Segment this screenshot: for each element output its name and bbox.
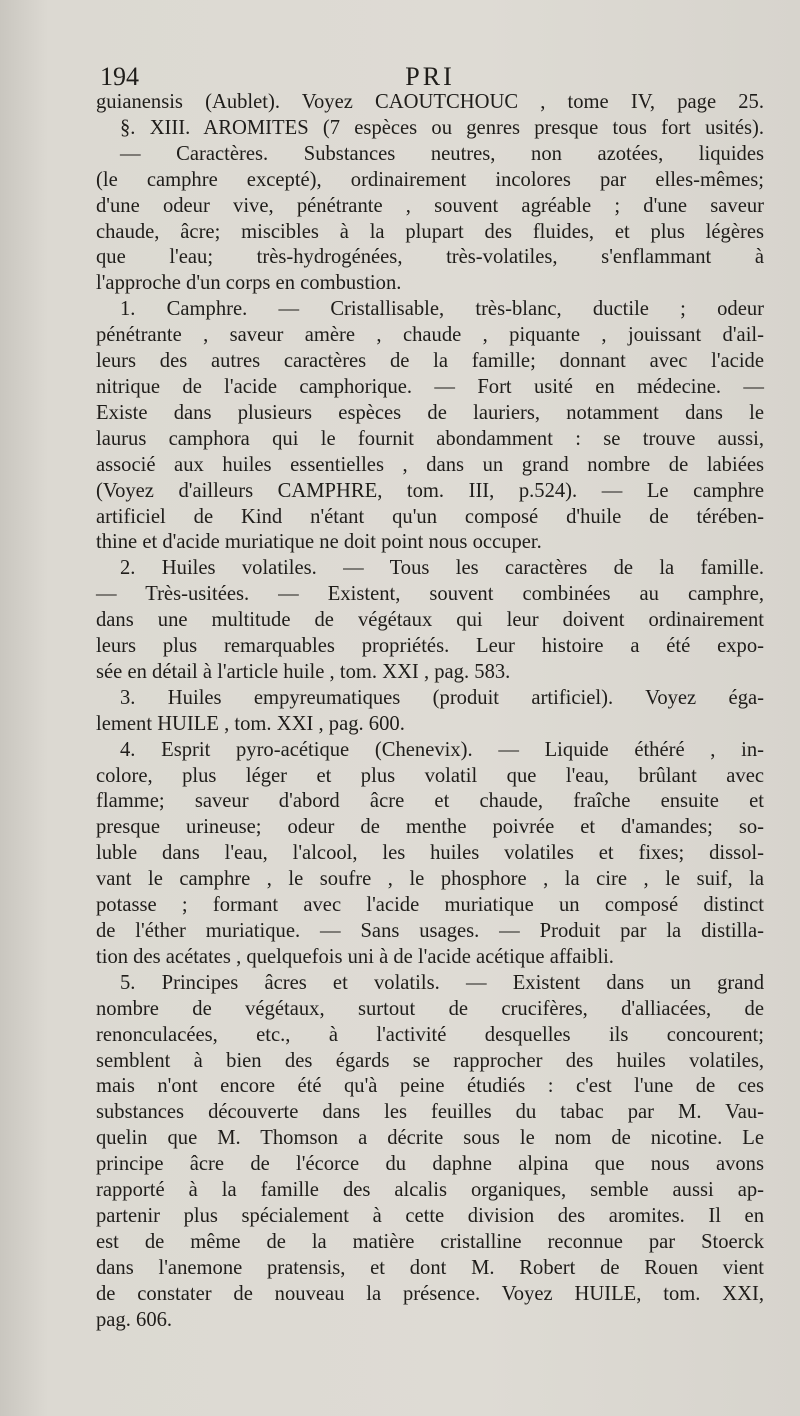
text-line: que l'eau; très-hydrogénées, très-volatiles, s'enflammant à bbox=[96, 246, 764, 269]
text-line: — Très-usitées. — Existent, souvent combinées au camphre, bbox=[96, 583, 764, 606]
text-line: pénétrante , saveur amère , chaude , piquante , jouissant d'ail- bbox=[96, 324, 764, 347]
text-line: quelin que M. Thomson a décrite sous le nom de nicotine. Le bbox=[96, 1127, 764, 1150]
text-line: associé aux huiles essentielles , dans un grand nombre de labiées bbox=[96, 453, 764, 476]
text-line: dans une multitude de végétaux qui leur doivent ordinairement bbox=[96, 609, 764, 632]
text-line: nitrique de l'acide camphorique. — Fort usité en médecine. — bbox=[96, 375, 764, 398]
text-line: substances découverte dans les feuilles du tabac par M. Vau- bbox=[96, 1101, 764, 1124]
page-header bbox=[100, 62, 760, 92]
text-line: est de même de la matière cristalline reconnue par Stoerck bbox=[96, 1230, 764, 1253]
text-line: tion des acétates , quelquefois uni à de l'acide acétique affaibli. bbox=[96, 945, 614, 968]
text-line: renonculacées, etc., à l'activité desquelles ils concourent; bbox=[96, 1023, 764, 1046]
text-line: de l'éther muriatique. — Sans usages. — Produit par la distilla- bbox=[96, 920, 764, 942]
text-line: lement HUILE , tom. XXI , pag. 600. bbox=[96, 712, 405, 735]
text-line: guianensis (Aublet). Voyez CAOUTCHOUC , tome IV, page 25. bbox=[96, 91, 764, 113]
text-line: 4. Esprit pyro-acétique (Chenevix). — Liquide éthéré , in- bbox=[120, 738, 764, 761]
text-line: partenir plus spécialement à cette division des aromites. Il en bbox=[96, 1204, 764, 1227]
text-line: 2. Huiles volatiles. — Tous les caractères de la famille. bbox=[120, 557, 764, 580]
text-line: leurs des autres caractères de la famille; donnant avec l'acide bbox=[96, 350, 764, 373]
text-line: vant le camphre , le soufre , le phosphore , la cire , le suif, la bbox=[96, 868, 764, 891]
text-line: laurus camphora qui le fournit abondamment : se trouve aussi, bbox=[96, 427, 764, 450]
text-line: — Caractères. Substances neutres, non azotées, liquides bbox=[120, 142, 764, 165]
text-line: (le camphre excepté), ordinairement incolores par elles-mêmes; bbox=[96, 168, 764, 191]
text-line: semblent à bien des égards se rapprocher des huiles volatiles, bbox=[96, 1049, 764, 1072]
text-line: leurs plus remarquables propriétés. Leur histoire a été expo- bbox=[96, 635, 764, 658]
text-line: chaude, âcre; miscibles à la plupart des fluides, et plus légères bbox=[96, 220, 764, 243]
text-line: colore, plus léger et plus volatil que l'eau, brûlant avec bbox=[96, 764, 764, 787]
text-line: rapporté à la famille des alcalis organiques, semble aussi ap- bbox=[96, 1179, 764, 1202]
text-line: 1. Camphre. — Cristallisable, très-blanc, ductile ; odeur bbox=[120, 298, 764, 321]
text-line: nombre de végétaux, surtout de crucifères, d'alliacées, de bbox=[96, 997, 764, 1020]
text-line: thine et d'acide muriatique ne doit point nous occuper. bbox=[96, 531, 542, 554]
text-line: sée en détail à l'article huile , tom. XXI , pag. 583. bbox=[96, 660, 511, 683]
text-line: l'approche d'un corps en combustion. bbox=[96, 272, 402, 295]
running-head: PRI bbox=[405, 62, 455, 91]
text-line: 3. Huiles empyreumatiques (produit artificiel). Voyez éga- bbox=[120, 686, 764, 709]
text-line: artificiel de Kind n'étant qu'un composé d'huile de térében- bbox=[96, 505, 764, 528]
text-line: mais n'ont encore été qu'à peine étudiés : c'est l'une de ces bbox=[96, 1075, 764, 1098]
text-line: §. XIII. AROMITES (7 espèces ou genres presque tous fort usités). bbox=[120, 116, 764, 139]
text-line: dans l'anemone pratensis, et dont M. Robert de Rouen vient bbox=[96, 1256, 764, 1279]
text-line: principe âcre de l'écorce du daphne alpina que nous avons bbox=[96, 1153, 764, 1176]
text-line: de constater de nouveau la présence. Voyez HUILE, tom. XXI, bbox=[96, 1282, 764, 1305]
page-number: 194 bbox=[100, 62, 139, 91]
body-text bbox=[96, 90, 764, 1334]
text-line: flamme; saveur d'abord âcre et chaude, fraîche ensuite et bbox=[96, 790, 764, 813]
text-line: pag. 606. bbox=[96, 1308, 173, 1331]
text-line: presque urineuse; odeur de menthe poivrée et d'amandes; so- bbox=[96, 816, 764, 839]
text-line: luble dans l'eau, l'alcool, les huiles volatiles et fixes; dissol- bbox=[96, 842, 764, 865]
text-line: (Voyez d'ailleurs CAMPHRE, tom. III, p.524). — Le camphre bbox=[96, 479, 764, 502]
text-line: d'une odeur vive, pénétrante , souvent agréable ; d'une saveur bbox=[96, 194, 764, 217]
text-line: potasse ; formant avec l'acide muriatique un composé distinct bbox=[96, 894, 764, 917]
text-line: 5. Principes âcres et volatils. — Existent dans un grand bbox=[120, 971, 764, 994]
text-line: Existe dans plusieurs espèces de lauriers, notamment dans le bbox=[96, 401, 764, 424]
